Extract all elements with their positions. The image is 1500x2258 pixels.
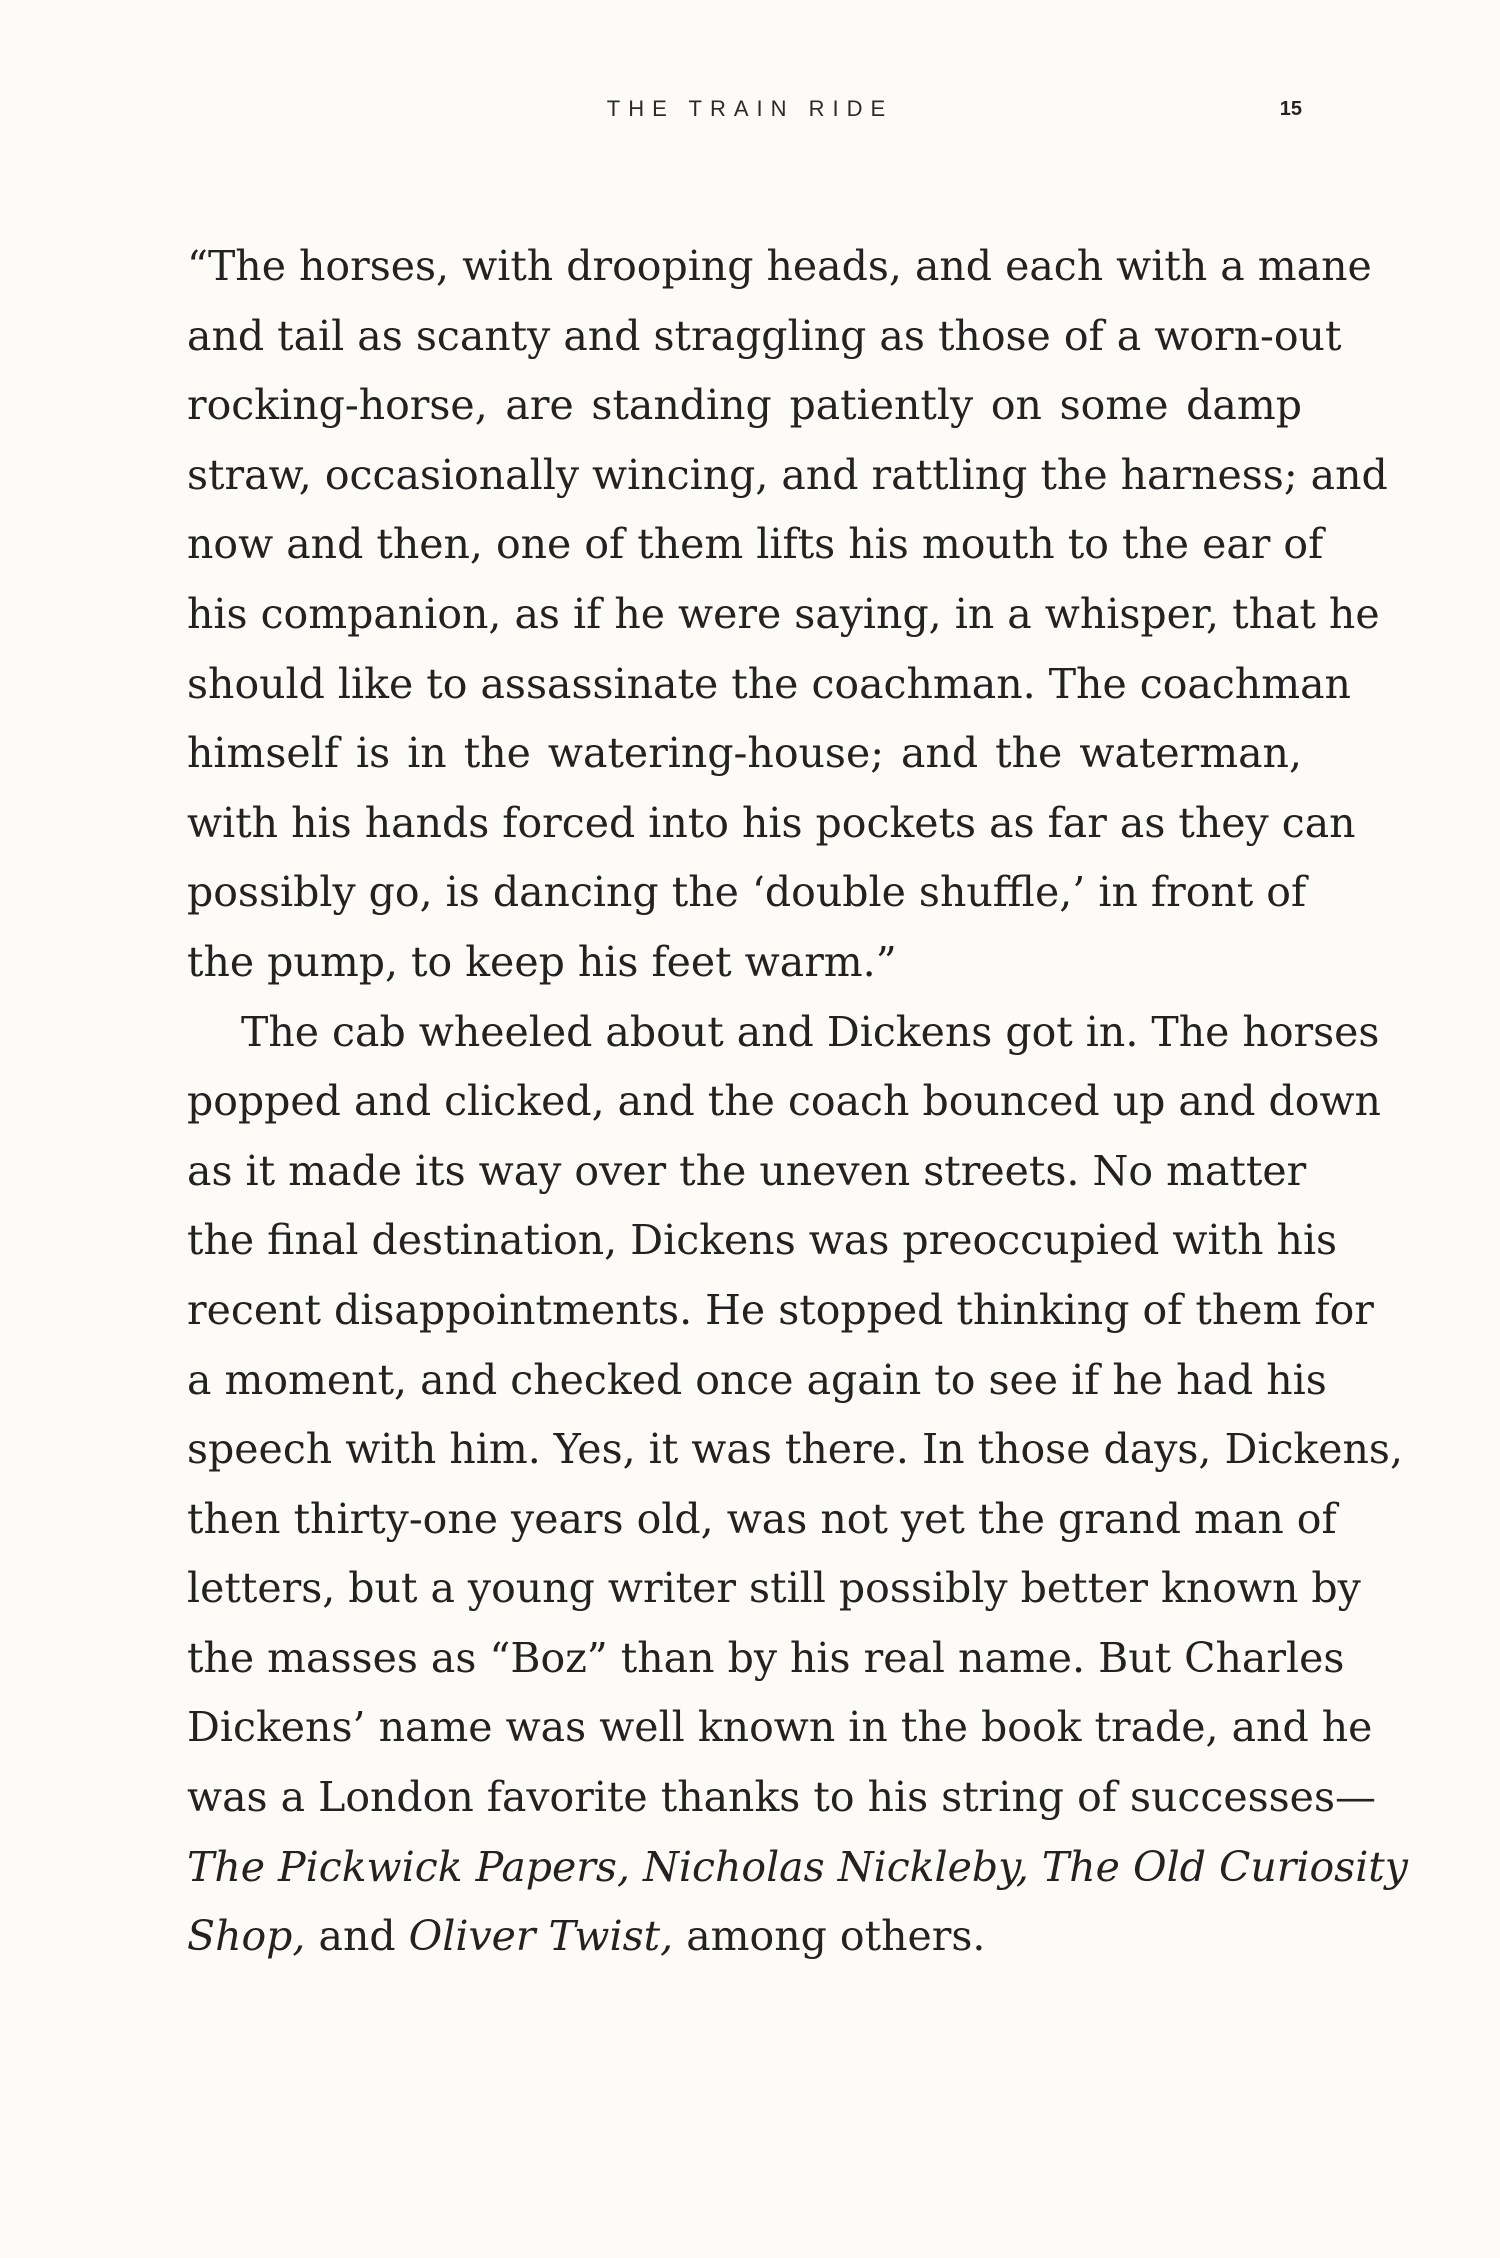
text-line: himself is in the watering-house; and the waterman, [187,729,1302,778]
text-line: his companion, as if he were saying, in a whisper, that he [187,589,1380,638]
titles-line [187,1833,1408,1903]
text-fragment: and [305,1912,409,1961]
running-head: THE TRAIN RIDE [606,96,894,121]
text-line: now and then, one of them lifts his mouth to the ear of [187,520,1324,569]
book-title: Nicholas Nickleby, [643,1842,1029,1891]
text-line: with his hands forced into his pockets as far as they can [187,798,1356,847]
text-line: and tail as scanty and straggling as those of a worn-out [187,311,1342,360]
text-line: the masses as “Boz” than by his real name. But Charles [187,1633,1345,1682]
text-line: The cab wheeled about and Dickens got in. The horses [241,1007,1380,1056]
text-line: letters, but a young writer still possibly better known by [187,1564,1361,1613]
text-line: straw, occasionally wincing, and rattling the harness; and [187,450,1388,499]
book-title: Shop, [187,1912,306,1961]
text-line: then thirty-one years old, was not yet the grand man of [187,1494,1337,1543]
text-line: Dickens’ name was well known in the book trade, and he [187,1703,1373,1752]
text-line: the final destination, Dickens was preoccupied with his [187,1216,1338,1265]
text-line: should like to assassinate the coachman. The coachman [187,659,1351,708]
text-line: a moment, and checked once again to see if he had his [187,1355,1327,1404]
text-line: as it made its way over the uneven streets. No matter [187,1146,1307,1195]
text-line: popped and clicked, and the coach bounced up and down [187,1077,1381,1126]
text-line: “The horses, with drooping heads, and each with a mane [187,242,1372,290]
book-title: The Old Curiosity [1041,1842,1408,1891]
text-line: possibly go, is dancing the ‘double shuffle,’ in front of [187,868,1307,917]
text-line: recent disappointments. He stopped thinking of them for [187,1285,1374,1334]
body-text [187,232,1408,1972]
text-line: rocking-horse, are standing patiently on some damp [187,381,1302,430]
book-title: Oliver Twist, [408,1912,674,1961]
page-header [0,96,1500,136]
text-line: the pump, to keep his feet warm.” [187,937,897,986]
final-line [187,1902,1302,1972]
page-number: 15 [1279,98,1302,120]
book-title: The Pickwick Papers, [187,1842,630,1891]
text-line: was a London favorite thanks to his string of successes— [187,1773,1376,1822]
text-fragment: among others. [673,1912,986,1961]
text-line: speech with him. Yes, it was there. In those days, Dickens, [187,1425,1404,1474]
